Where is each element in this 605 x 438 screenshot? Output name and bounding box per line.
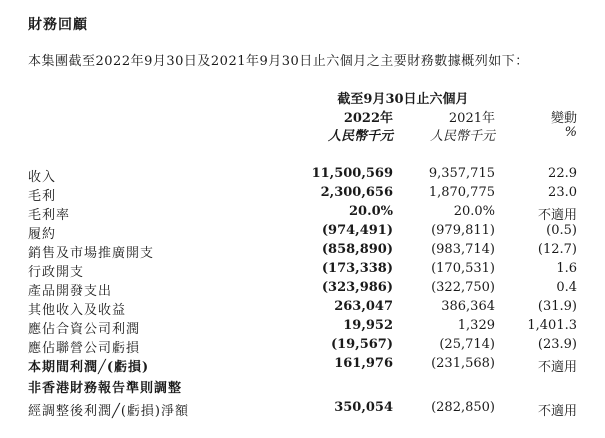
- row-label: 毛利率: [28, 208, 71, 223]
- value-prior: (231,568): [431, 356, 495, 371]
- row-gross-profit: [0, 185, 605, 204]
- row-other-income: [0, 299, 605, 318]
- value-prior: (282,850): [431, 400, 495, 415]
- value-prior: 386,364: [441, 299, 495, 314]
- value-change: 不適用: [537, 404, 577, 419]
- value-change: 1,401.3: [527, 318, 577, 333]
- value-prior: (979,811): [431, 223, 495, 238]
- value-current: (858,890): [321, 242, 393, 257]
- row-fulfillment: [0, 223, 605, 242]
- value-change: 不適用: [537, 208, 577, 223]
- intro-text: 本集團截至2022年9月30日及2021年9月30日止六個月之主要財務數據概列如下：: [28, 54, 529, 69]
- row-gross-margin: [0, 204, 605, 223]
- row-label: 應佔合資公司利潤: [28, 322, 141, 337]
- row-label: 非香港財務報告準則調整: [28, 381, 183, 396]
- value-current: 11,500,569: [311, 166, 393, 181]
- value-prior: (983,714): [431, 242, 495, 257]
- row-label: 本期間利潤╱(虧損): [28, 360, 150, 375]
- unit-prior-header: 人民幣千元: [429, 129, 495, 144]
- value-current: (974,491): [321, 223, 393, 238]
- value-change: 23.0: [548, 185, 577, 200]
- value-current: 2,300,656: [320, 185, 393, 200]
- row-selling-marketing: [0, 242, 605, 261]
- value-change: (0.5): [546, 223, 577, 238]
- value-current: 263,047: [334, 299, 393, 314]
- row-label: 產品開發支出: [28, 284, 113, 299]
- row-product-development: [0, 280, 605, 299]
- row-period-profit: [0, 356, 605, 375]
- value-current: 350,054: [334, 400, 393, 415]
- row-label: 其他收入及收益: [28, 303, 127, 318]
- row-admin-expenses: [0, 261, 605, 280]
- unit-change-header: %: [564, 125, 577, 140]
- value-current: 19,952: [343, 318, 393, 333]
- row-jv-profit: [0, 318, 605, 337]
- year-current-header: 2022年: [343, 111, 393, 126]
- change-header: 變動: [550, 111, 577, 126]
- row-label: 毛利: [28, 189, 57, 204]
- row-adjusted-net-profit: [0, 400, 605, 419]
- value-current: (19,567): [330, 337, 393, 352]
- value-prior: (322,750): [431, 280, 495, 295]
- row-label: 行政開支: [28, 265, 85, 280]
- value-current: (323,986): [321, 280, 393, 295]
- row-label: 履約: [28, 227, 57, 242]
- section-title: 財務回顧: [28, 17, 88, 33]
- value-prior: 1,870,775: [428, 185, 495, 200]
- value-change: 22.9: [548, 166, 577, 181]
- row-associates-loss: [0, 337, 605, 356]
- unit-current-header: 人民幣千元: [327, 129, 393, 144]
- value-current: 20.0%: [348, 204, 393, 219]
- value-change: (31.9): [537, 299, 577, 314]
- value-prior: (170,531): [431, 261, 495, 276]
- row-revenue: [0, 166, 605, 185]
- row-label: 應佔聯營公司虧損: [28, 341, 141, 356]
- value-current: 161,976: [334, 356, 393, 371]
- value-change: 1.6: [556, 261, 577, 276]
- value-change: (12.7): [537, 242, 577, 257]
- value-prior: 20.0%: [453, 204, 495, 219]
- value-prior: 1,329: [457, 318, 495, 333]
- value-prior: 9,357,715: [428, 166, 495, 181]
- row-label: 銷售及市場推廣開支: [28, 246, 155, 261]
- row-label: 收入: [28, 170, 57, 185]
- value-change: (23.9): [537, 337, 577, 352]
- value-prior: (25,714): [439, 337, 495, 352]
- row-label: 經調整後利潤╱(虧損)淨額: [28, 404, 189, 419]
- value-change: 不適用: [537, 360, 577, 375]
- row-non-hkfrs-heading: [0, 377, 605, 396]
- value-current: (173,338): [321, 261, 393, 276]
- year-prior-header: 2021年: [448, 111, 495, 126]
- value-change: 0.4: [556, 280, 577, 295]
- period-header: 截至9月30日止六個月: [337, 92, 469, 107]
